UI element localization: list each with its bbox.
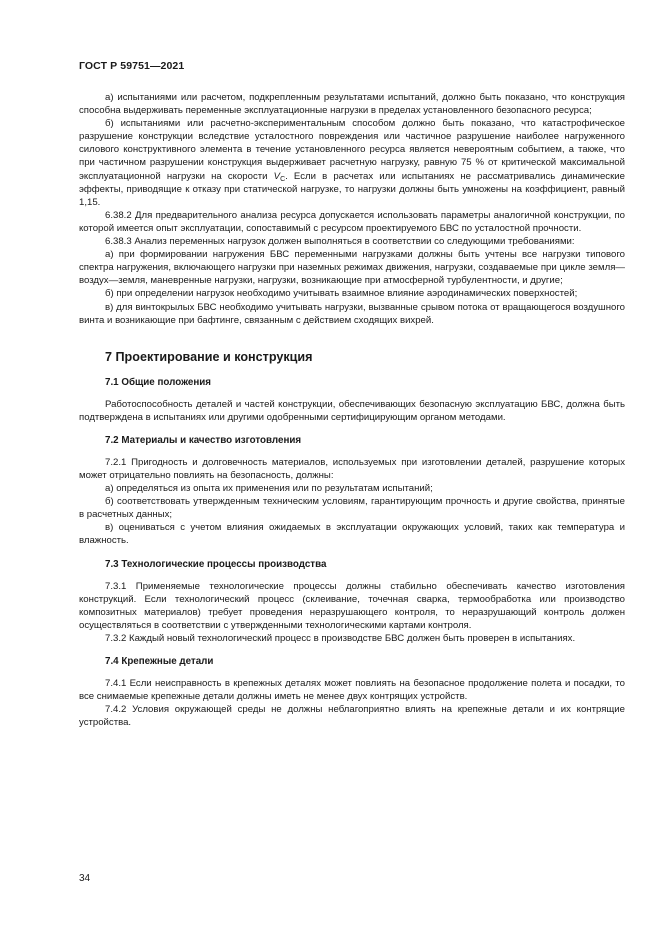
paragraph-6381-b-end: . Если в расчетах или испытаниях не рассматривались динамические эффекты, приводящие к отказу при статической нагрузке, то нагрузки должны быть умножены на коэффициент, равный 1,15. bbox=[79, 170, 625, 208]
page-number: 34 bbox=[79, 873, 91, 884]
page-content bbox=[79, 91, 625, 729]
paragraph-6381-b-start: б) испытаниями или расчетно-экспериментальным способом должно быть показано, что катастрофическое разрушение конструкции вследствие усталостного повреждения или частичное разрушение наиболее нагруженного силового конструктивного элемента в течение установленного ресурса является невероятным событием, а также, что при частичном разрушении конструкция выдерживает расчетную нагрузку, равную 75 % от критической максимальной эксплуатационной нагрузки на скорости bbox=[79, 118, 625, 182]
paragraph-6381-b bbox=[79, 117, 625, 209]
paragraph-6383-b: б) при определении нагрузок необходимо учитывать взаимное влияние аэродинамических поверхностей; bbox=[105, 288, 578, 300]
subsection-7-4-title: 7.4 Крепежные детали bbox=[105, 656, 214, 667]
subsection-7-3-title: 7.3 Технологические процессы производства bbox=[105, 558, 327, 570]
subsection-7-1-title: 7.1 Общие положения bbox=[105, 376, 212, 388]
spacer bbox=[79, 548, 625, 558]
paragraph-7-2-1-b: б) соответствовать утвержденным техническим условиям, гарантирующим прочность и другие свойства, принятые в расчетных данных; bbox=[79, 496, 625, 521]
velocity-symbol: V bbox=[273, 170, 281, 182]
document-header: ГОСТ Р 59751—2021 bbox=[79, 60, 185, 72]
paragraph-7-4-1: 7.4.1 Если неисправность в крепежных деталях может повлиять на безопасное продолжение полета и посадки, то все снимаемые крепежные детали должны иметь не менее двух контрящих устройств. bbox=[79, 678, 625, 703]
paragraph-6383-c: в) для винтокрылых БВС необходимо учитывать нагрузки, вызванные срывом потока от вращающегося воздушного винта и возникающие при бафтинге, связанным с действием сходящих вихрей. bbox=[79, 301, 625, 326]
spacer bbox=[79, 424, 625, 434]
paragraph-6382: 6.38.2 Для предварительного анализа ресурса допускается использовать параметры аналогичной конструкции, по которой имеется опыт эксплуатации, сопоставимый с ресурсом проектируемого БВС по усталостной прочности. bbox=[79, 209, 625, 234]
subsection-7-2-title: 7.2 Материалы и качество изготовления bbox=[105, 434, 302, 446]
paragraph-7-2-1: 7.2.1 Пригодность и долговечность материалов, используемых при изготовлении деталей, разрушение которых может отрицательно повлиять на безопасность, должны: bbox=[79, 456, 625, 481]
section-7-title: 7 Проектирование и конструкция bbox=[105, 349, 313, 364]
paragraph-7-4-2: 7.4.2 Условия окружающей среды не должны неблагоприятно влиять на крепежные детали и их контрящие устройства. bbox=[79, 704, 625, 729]
paragraph-7-2-1-c: в) оцениваться с учетом влияния ожидаемых в эксплуатации окружающих условий, таких как температура и влажность. bbox=[79, 522, 625, 547]
velocity-subscript: C bbox=[280, 175, 286, 183]
paragraph-7-1: Работоспособность деталей и частей конструкции, обеспечивающих безопасную эксплуатацию БВС, должна быть подтверждена в испытаниях или другими одобренными сертифицирующим органом методами. bbox=[79, 398, 625, 423]
paragraph-7-2-1-a: а) определяться из опыта их применения или по результатам испытаний; bbox=[105, 483, 433, 495]
paragraph-7-3-2: 7.3.2 Каждый новый технологический процесс в производстве БВС должен быть проверен в испытаниях. bbox=[105, 632, 576, 644]
spacer bbox=[79, 645, 625, 655]
paragraph-6383: 6.38.3 Анализ переменных нагрузок должен выполняться в соответствии со следующими требованиями: bbox=[105, 236, 575, 248]
paragraph-6383-a: а) при формировании нагружения БВС переменными нагрузками должны быть учтены все нагрузки типового спектра нагружения, включающего нагрузки при наземных режимах движения, нагрузки, создаваемые при цикле земля—воздух—земля, маневренные нагрузки, нагрузки, возникающие при атмосферной турбулентности, и другие; bbox=[79, 249, 625, 287]
paragraph-6381-a: а) испытаниями или расчетом, подкрепленным результатами испытаний, должно быть показано, что конструкция способна выдерживать переменные эксплуатационные нагрузки в пределах установленного безопасного ресурса; bbox=[79, 92, 625, 117]
paragraph-7-3-1: 7.3.1 Применяемые технологические процессы должны стабильно обеспечивать качество изготовления конструкций. Если технологический процесс (склеивание, точечная сварка, термообработка или производство композитных материалов) требует проведения неразрушающего контроля, то неразрушающий контроль должен осуществляться в соответствии с утвержденными технологическими картами контроля. bbox=[79, 580, 625, 631]
